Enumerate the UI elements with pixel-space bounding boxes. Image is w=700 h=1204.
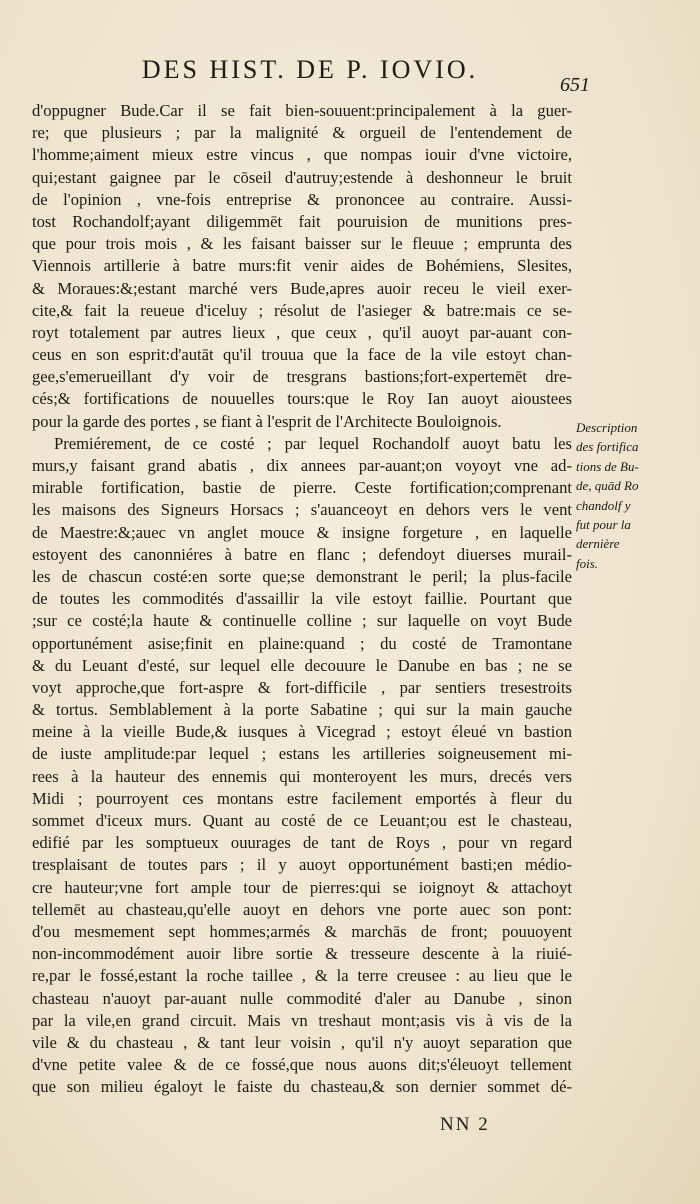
text-line: pour la garde des portes , se fiant à l'esprit de l'Architecte Bouloignois.	[32, 411, 502, 431]
text-line: non-incommodément auoir libre sortie & tresseure descente à la riuié-	[32, 944, 572, 964]
text-line: d'ou mesmement sept hommes;armés & marchās de front; pouuoyent	[32, 921, 572, 941]
text-line: royt totalement par autres lieux , que ceux , qu'il auoyt par-auant con-	[32, 322, 572, 342]
text-line: rees à la hauteur des ennemis qui monteroyent les murs, drecés vers	[32, 766, 572, 786]
margin-note-line: tions de Bu-	[576, 458, 639, 474]
margin-note-line: dernière	[576, 536, 620, 552]
page-number: 651	[560, 74, 590, 96]
text-line: cite,& fait la reueue d'iceluy ; résolut de l'asieger & batre:mais ce se-	[32, 300, 572, 320]
margin-note	[576, 418, 692, 573]
text-line: gee,s'emerueillant d'y voir de tresgrans bastions;fort-expertemēt dre-	[32, 367, 572, 387]
text-line: les maisons des Signeurs Horsacs ; s'auanceoyt en dehors vers le vent	[32, 500, 572, 520]
text-line: murs,y faisant grand abatis , dix annees par-auant;on voyoyt vne ad-	[32, 456, 572, 475]
text-line: tost Rochandolf;ayant diligemmēt fait pouruision de munitions pres-	[32, 211, 572, 231]
text-line: cés;& fortifications de nouuelles tours:que le Roy Ian auoyt aioustees	[32, 389, 572, 409]
text-line: sommet d'iceux murs. Quant au costé de ce Leuant;ou est le chasteau,	[32, 811, 572, 830]
text-line: voyt approche,que fort-aspre & fort-difficile , par sentiers tresestroits	[32, 677, 572, 697]
margin-note-line: fut pour la	[576, 517, 631, 533]
text-line: l'homme;aiment mieux estre vincus , que nompas iouir d'vne victoire,	[32, 145, 572, 165]
text-line: vile & du chasteau , & tant leur voisin , qu'il n'y auoyt separation que	[32, 1032, 572, 1052]
text-line: re,par le fossé,estant la roche taillee , & la terre creusee : au lieu que le	[32, 966, 572, 986]
text-line: & Moraues:&;estant marché vers Bude,apres auoir receu le vieil exer-	[32, 278, 572, 298]
text-line: estoyent des canonniéres à batre en flanc ; defendoyt diuerses murail-	[32, 544, 572, 564]
margin-note-line: chandolf y	[576, 497, 631, 513]
text-line: mirable fortification, bastie de pierre. Ceste fortification;comprenant	[32, 478, 572, 498]
text-line: d'oppugner Bude.Car il se fait bien-souuent:principalement à la guer-	[32, 101, 572, 120]
text-line: edifié par les somptueux ouurages de tant de Roys , pour vn regard	[32, 833, 572, 853]
running-head: DES HIST. DE P. IOVIO.	[141, 55, 479, 84]
text-line: re; que plusieurs ; par la malignité & orgueil de l'entendement de	[32, 123, 572, 143]
text-line: chasteau n'auoyt par-auant nulle commodité d'aler au Danube , sinon	[32, 988, 572, 1008]
text-line: ;sur ce costé;la haute & continuelle colline ; sur laquelle on voyt Bude	[32, 611, 572, 631]
margin-note-line: des fortifica	[576, 439, 639, 455]
text-line: par la vile,en grand circuit. Mais vn treshaut mont;asis vis à vis de la	[32, 1010, 572, 1030]
signature-mark: NN 2	[440, 1114, 490, 1135]
text-line: Viennois artillerie à batre murs:fit venir aides de Bohémiens, Slesites,	[32, 256, 572, 276]
text-line: de iuste amplitude:par lequel ; estans les artilleries soigneusement mi-	[32, 744, 572, 764]
text-line: tellemēt au chasteau,qu'elle auoyt en dehors vne porte auec son pont:	[32, 899, 572, 919]
text-line: cre hauteur;vne fort ample tour de pierres:qui se ioignoyt & attachoyt	[32, 877, 572, 897]
text-line: Midi ; pourroyent ces montans estre facilement emportés à fleur du	[32, 788, 572, 808]
text-line: tresplaisant de toutes pars ; il y auoyt opportunément basti;en médio-	[32, 855, 572, 875]
text-line: meine à la vieille Bude,& iusques à Vicegrad ; estoyt éleué vn bastion	[32, 722, 572, 742]
text-line: qui;estant gaignee par le cōseil d'autruy;estende à deshonneur le bruit	[32, 167, 572, 187]
text-line: de toutes les commodités d'assaillir la vile estoyt faillie. Pourtant que	[32, 589, 572, 609]
text-line: d'vne petite valee & de ce fossé,que nous auons dit;s'éleuoyt tellement	[32, 1055, 572, 1075]
text-line: & tortus. Semblablement à la porte Sabatine ; qui sur la main gauche	[32, 700, 572, 720]
text-line: ceus en son esprit:d'autāt qu'il trouua que la face de la vile estoyt chan-	[32, 345, 572, 365]
margin-note-line: Description	[576, 420, 638, 435]
text-line: & du Leuant d'esté, sur lequel elle decouure le Danube en bas ; ne se	[32, 655, 572, 675]
text-line: que son milieu égaloyt le faiste du chasteau,& son dernier sommet dé-	[32, 1077, 572, 1097]
body-text	[32, 100, 572, 1098]
margin-note-line: fois.	[576, 555, 599, 571]
text-line: que pour trois mois , & les faisant baisser sur le fleuue ; emprunta des	[32, 234, 572, 254]
text-line: de Maestre:&;auec vn anglet mouce & insigne forgeture , en laquelle	[32, 522, 572, 542]
text-line: opportunément asise;finit en plaine:quand ; du costé de Tramontane	[32, 633, 572, 653]
text-line: de l'opinion , vne-fois entreprise & prononcee au contraire. Aussi-	[32, 189, 572, 209]
text-line: Premiérement, de ce costé ; par lequel Rochandolf auoyt batu les	[54, 433, 572, 453]
text-line: les de chascun costé:en sorte que;se demonstrant le peril; la plus-facile	[32, 566, 572, 586]
margin-note-line: de, quād Ro	[576, 478, 639, 494]
